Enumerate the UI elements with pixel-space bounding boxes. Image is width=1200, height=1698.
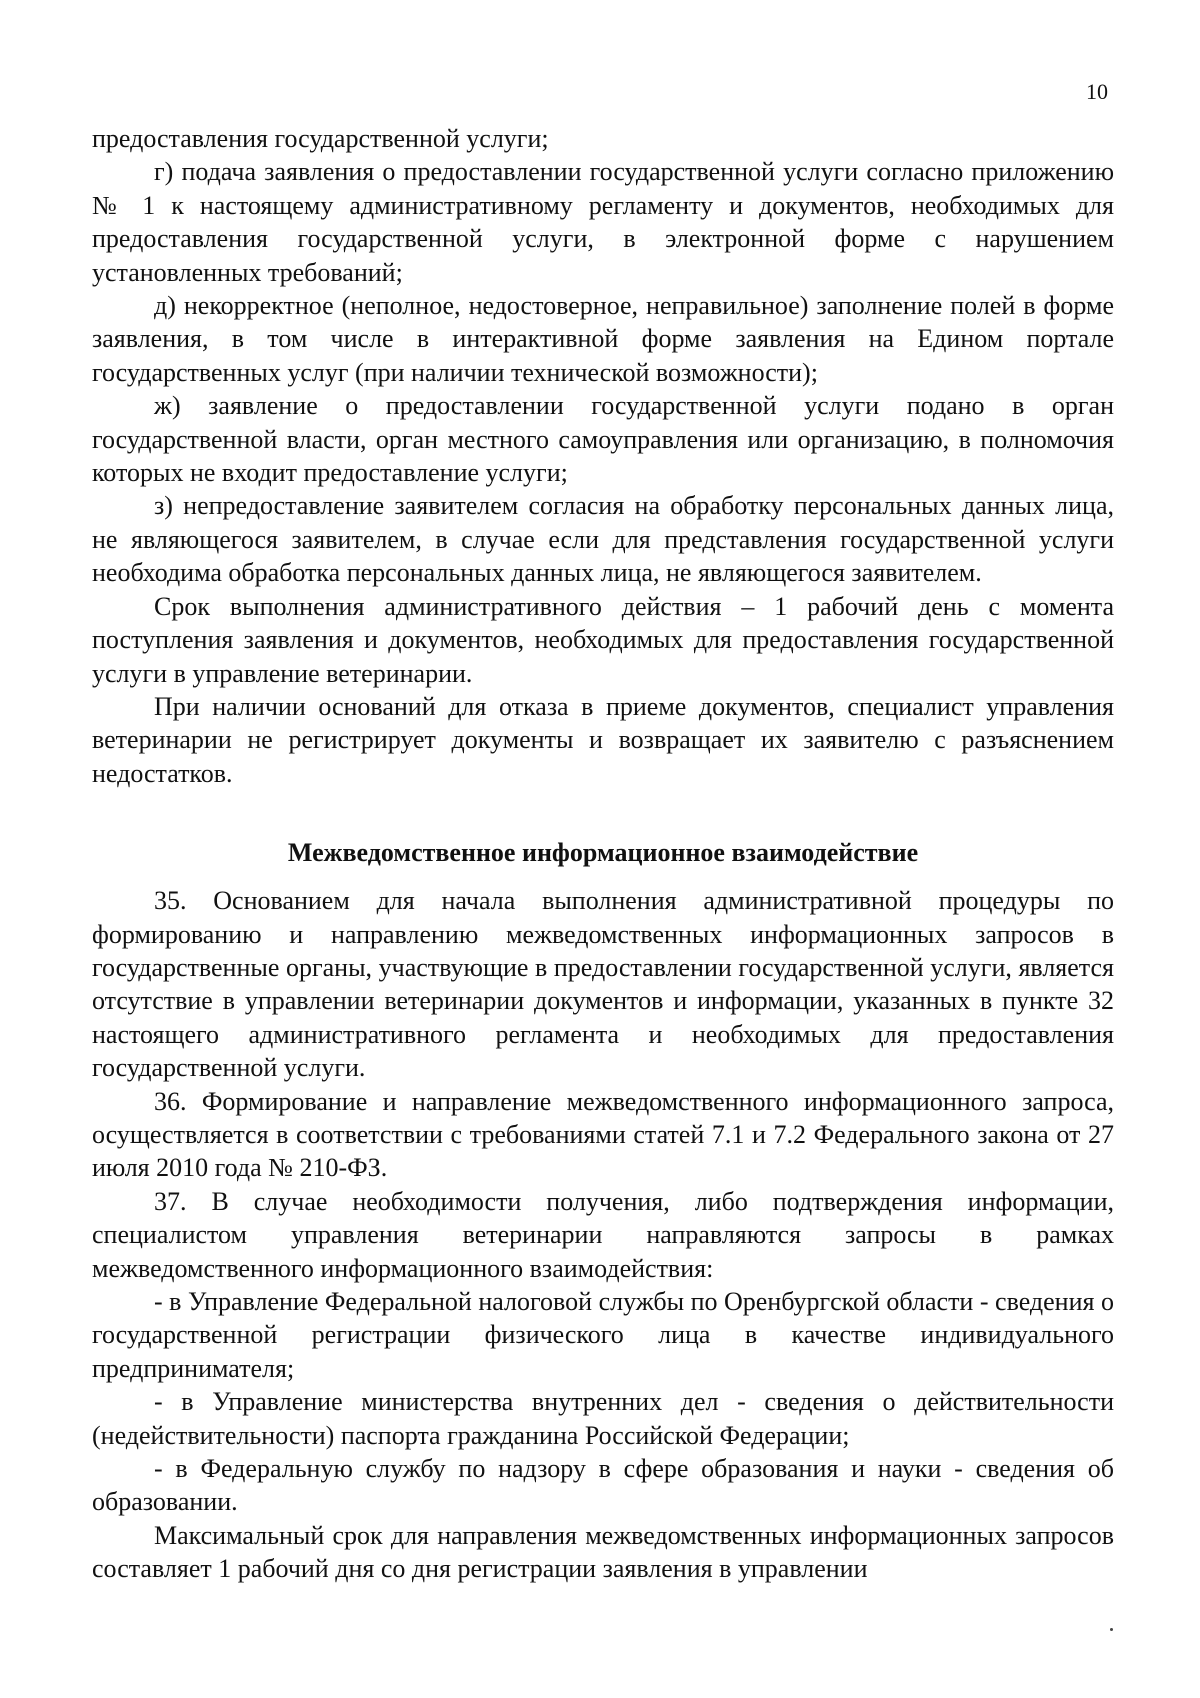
paragraph-item-zh: ж) заявление о предоставлении государственной услуги подано в орган государственной власти, орган местного самоуправления или организацию, в полномочия которых не входит предоставление услуги; — [92, 391, 1114, 488]
document-body — [92, 122, 1114, 1586]
paragraph-item-g: г) подача заявления о предоставлении государственной услуги согласно приложению № 1 к настоящему административному регламенту и документов, необходимых для предоставления государственной услуги, в электронной форме с нарушением установленных требований; — [92, 157, 1114, 287]
scan-speck — [1110, 1628, 1113, 1631]
list-item-tax-service: - в Управление Федеральной налоговой службы по Оренбургской области - сведения о государственной регистрации физического лица в качестве индивидуального предпринимателя; — [92, 1287, 1114, 1383]
paragraph-max-deadline: Максимальный срок для направления межведомственных информационных запросов составляет 1 рабочий дня со дня регистрации заявления в управлении — [92, 1520, 1114, 1584]
paragraph-37: 37. В случае необходимости получения, либо подтверждения информации, специалистом управления ветеринарии направляются запросы в рамках межведомственного информационного взаимодействия: — [92, 1186, 1114, 1283]
paragraph-36: 36. Формирование и направление межведомственного информационного запроса, осуществляется в соответствии с требованиями статей 7.1 и 7.2 Федерального закона от 27 июля 2010 года № 210-ФЗ. — [92, 1086, 1114, 1183]
paragraph-item-z: з) непредоставление заявителем согласия на обработку персональных данных лица, не являющегося заявителем, в случае если для представления государственной услуги необходима обработка персональных данных лица, не являющегося заявителем. — [92, 491, 1114, 588]
list-item-interior-ministry: - в Управление министерства внутренних дел - сведения о действительности (недействительности) паспорта гражданина Российской Федерации; — [92, 1387, 1114, 1450]
list-item-education-service: - в Федеральную службу по надзору в сфере образования и науки - сведения об образовании. — [92, 1454, 1114, 1517]
page-number: 10 — [1086, 79, 1108, 104]
paragraph-35: 35. Основанием для начала выполнения административной процедуры по формированию и направлению межведомственных информационных запросов в государственные органы, участвующие в предоставлении государственной услуги, является отсутствие в управлении ветеринарии документов и информации, указанных в пункте 32 настоящего административного регламента и необходимых для предоставления государственной услуги. — [92, 886, 1114, 1083]
paragraph-refusal: При наличии оснований для отказа в приеме документов, специалист управления ветеринарии не регистрирует документы и возвращает их заявителю с разъяснением недостатков. — [92, 691, 1114, 788]
paragraph-item-d: д) некорректное (неполное, недостоверное, неправильное) заполнение полей в форме заявления, в том числе в интерактивной форме заявления на Едином портале государственных услуг (при наличии технической возможности); — [92, 291, 1114, 387]
section-heading: Межведомственное информационное взаимодействие — [287, 838, 919, 868]
paragraph-deadline: Срок выполнения административного действия – 1 рабочий день с момента поступления заявления и документов, необходимых для предоставления государственной услуги в управление ветеринарии. — [92, 591, 1114, 688]
paragraph-continuation: предоставления государственной услуги; — [92, 124, 549, 153]
